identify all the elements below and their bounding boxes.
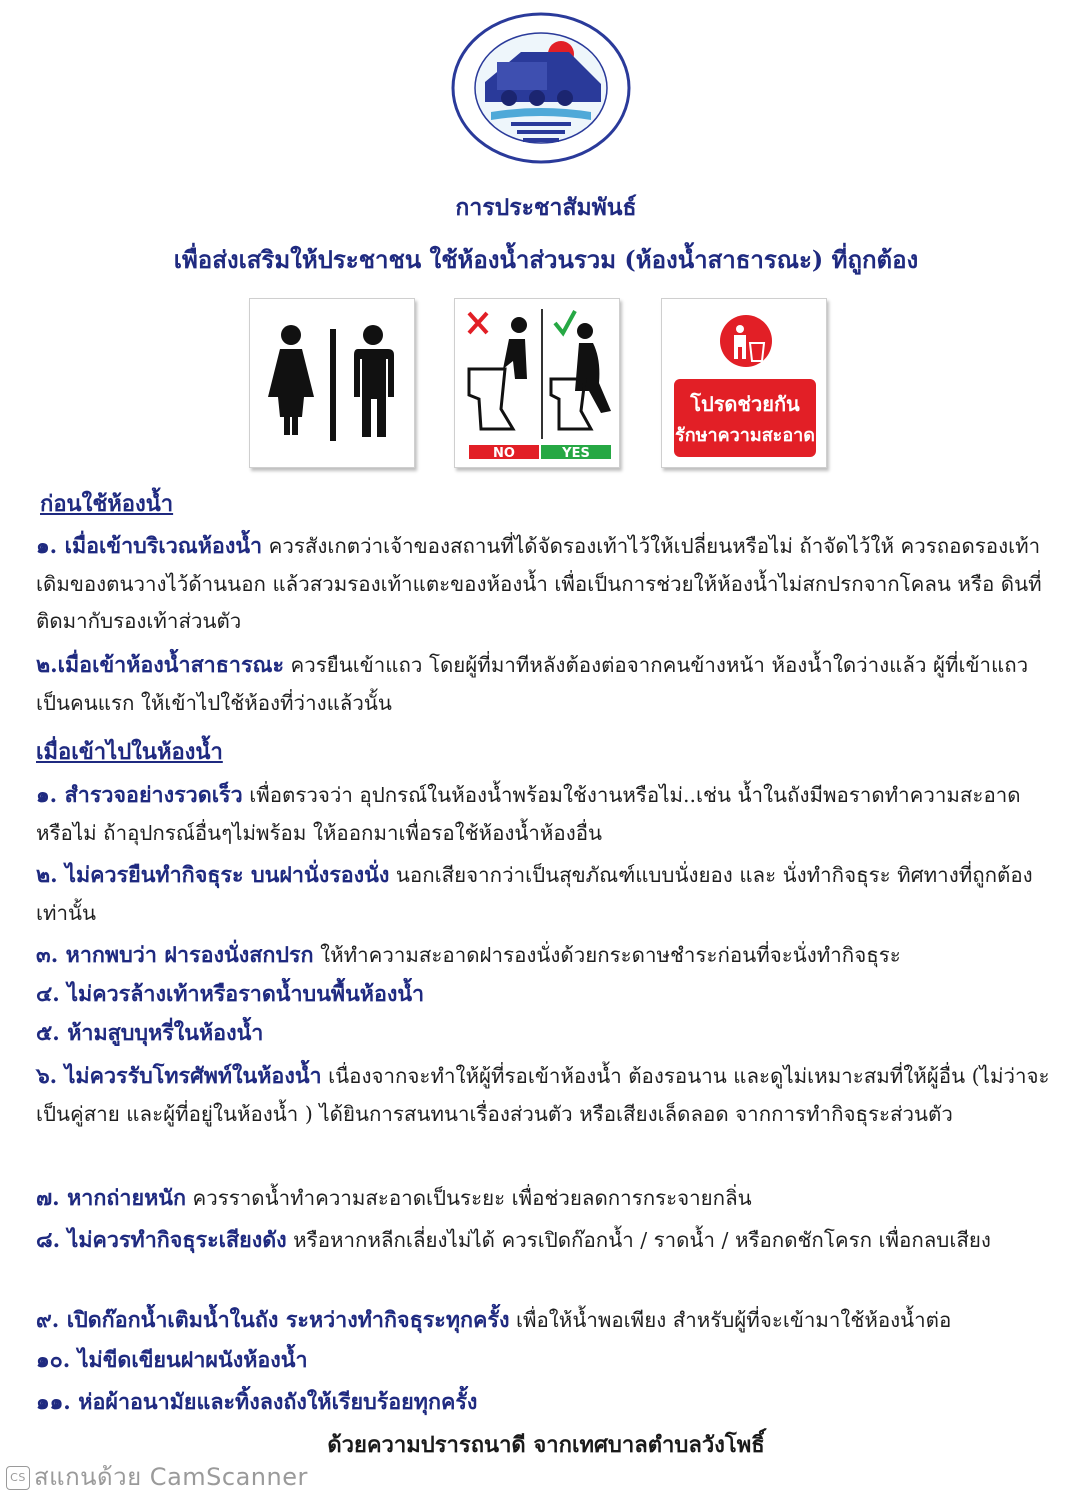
closing-signature: ด้วยความปรารถนาดี จากเทศบาลตำบลวังโพธิ์ [327, 1432, 765, 1458]
list-item: ๑. สำรวจอย่างรวดเร็ว เพื่อตรวจว่า อุปกรณ์ในห้องน้ำพร้อมใช้งานหรือไม่..เช่น น้ำในถังมีพอราดทำความสะอาดหรือไม่ ถ้าอุปกรณ์อื่นๆไม่พร้อม ให้ออกมาเพื่อรอใช้ห้องน้ำห้องอื่น [36, 783, 1021, 845]
restroom-sign [249, 298, 415, 468]
woman-man-icon [250, 299, 416, 469]
list-item: ๗. หากถ่ายหนัก ควรราดน้ำทำความสะอาดเป็นระยะ เพื่อช่วยลดการกระจายกลิ่น [36, 1186, 752, 1211]
list-item: ๑. เมื่อเข้าบริเวณห้องน้ำ ควรสังเกตว่าเจ้าของสถานที่ได้จัดรองเท้าไว้ให้เปลี่ยนหรือไม่ ถ้าจัดไว้ให้ ควรถอดรองเท้าเดิมของตนวางไว้ด้านนอก แล้วสวมรองเท้าแตะของห้องน้ำ เพื่อเป็นการช่วยให้ห้องน้ำไม่สกปรกจากโคลน หรือ ดินที่ติดมากับรองเท้าส่วนตัว [36, 534, 1042, 633]
list-item: ๑๑. ห่อผ้าอนามัยและทิ้งลงถังให้เรียบร้อยทุกครั้ง [36, 1390, 478, 1415]
keep-clean-line1: โปรดช่วยกัน [690, 392, 800, 416]
check-icon [555, 311, 575, 333]
list-item: ๕. ห้ามสูบบุหรี่ในห้องน้ำ [36, 1021, 264, 1046]
page-title: การประชาสัมพันธ์ [455, 194, 637, 221]
list-item: ๓. หากพบว่า ฝารองนั่งสกปรก ให้ทำความสะอาดฝารองนั่งด้วยกระดาษชำระก่อนที่จะนั่งทำกิจธุระ [36, 943, 901, 968]
camscanner-watermark [6, 1457, 308, 1496]
before-heading: ก่อนใช้ห้องน้ำ [40, 491, 174, 517]
yes-label: YES [562, 446, 590, 461]
toilet-usage-sign [454, 298, 620, 468]
keep-clean-sign [661, 298, 827, 468]
list-item: ๘. ไม่ควรทำกิจธุระเสียงดัง หรือหากหลีกเลี่ยงไม่ได้ ควรเปิดก๊อกน้ำ / ราดน้ำ / หรือกดชักโครก เพื่อกลบเสียง [36, 1228, 991, 1253]
toilet-posture-icon [455, 299, 621, 469]
no-label: NO [493, 446, 515, 461]
municipality-seal [451, 12, 631, 164]
trash-bin-person-icon [720, 315, 772, 367]
cross-icon [469, 313, 487, 333]
list-item: ๔. ไม่ควรล้างเท้าหรือราดน้ำบนพื้นห้องน้ำ [36, 982, 425, 1007]
camscanner-icon: CS [6, 1466, 30, 1490]
list-item: ๙. เปิดก๊อกน้ำเติมน้ำในถัง ระหว่างทำกิจธุระทุกครั้ง เพื่อให้น้ำพอเพียง สำหรับผู้ที่จะเข้ามาใช้ห้องน้ำต่อ [36, 1308, 952, 1333]
list-item: ๒. ไม่ควรยืนทำกิจธุระ บนฝานั่งรองนั่ง นอกเสียจากว่าเป็นสุขภัณฑ์แบบนั่งยอง และ นั่งทำกิจธุระ ทิศทางที่ถูกต้องเท่านั้น [36, 863, 1033, 925]
inside-heading: เมื่อเข้าไปในห้องน้ำ [36, 739, 223, 765]
list-item: ๒.เมื่อเข้าห้องน้ำสาธารณะ ควรยืนเข้าแถว โดยผู้ที่มาทีหลังต้องต่อจากคนข้างหน้า ห้องน้ำใดว่างแล้ว ผู้ที่เข้าแถวเป็นคนแรก ให้เข้าไปใช้ห้องที่ว่างแล้วนั้น [36, 653, 1029, 715]
list-item: ๑๐. ไม่ขีดเขียนฝาผนังห้องน้ำ [36, 1348, 308, 1373]
page-subtitle: เพื่อส่งเสริมให้ประชาชน ใช้ห้องน้ำส่วนรวม (ห้องน้ำสาธารณะ) ที่ถูกต้อง [173, 245, 919, 274]
watermark-text: สแกนด้วย CamScanner [34, 1463, 308, 1491]
keep-clean-line2: รักษาความสะอาด [675, 425, 815, 446]
list-item: ๖. ไม่ควรรับโทรศัพท์ในห้องน้ำ เนื่องจากจะทำให้ผู้ที่รอเข้าห้องน้ำ ต้องรอนาน และดูไม่เหมาะสมที่ให้ผู้อื่น (ไม่ว่าจะเป็นคู่สาย และผู้ที่อยู่ในห้องน้ำ ) ได้ยินการสนทนาเรื่องส่วนตัว หรือเสียงเล็ดลอด จากการทำกิจธุระส่วนตัว [36, 1064, 1050, 1126]
